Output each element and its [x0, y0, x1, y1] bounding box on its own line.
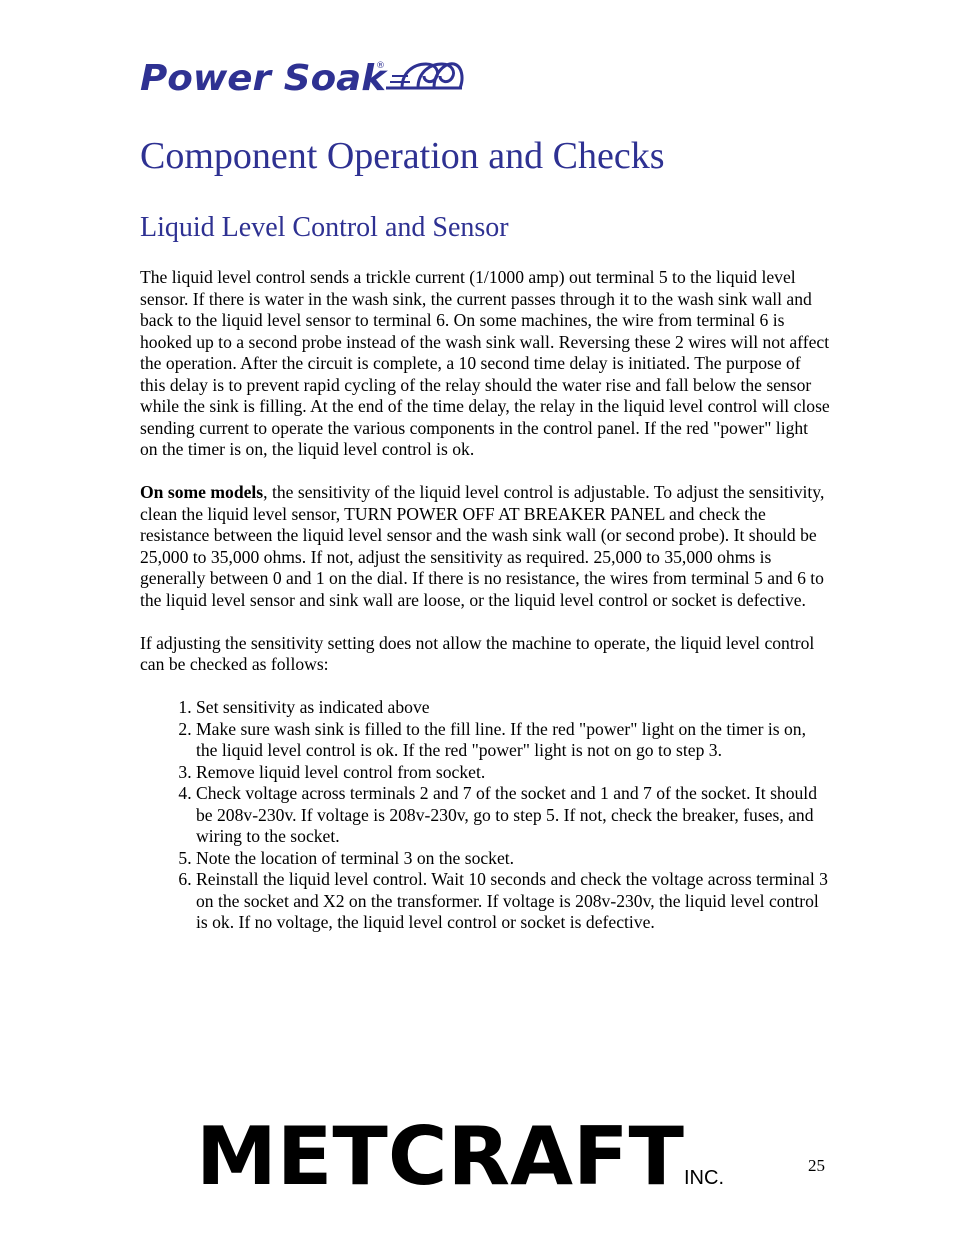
list-item: 6. Reinstall the liquid level control. Wait 10 seconds and check the voltage across terminal 3 on the socket and X2 on the transformer. If voltage is 208v-230v, the liquid level control is ok. If no voltage, the liquid level control or socket is defective.: [196, 869, 830, 934]
body-text: [140, 267, 830, 934]
models-lead: On some models: [140, 482, 264, 502]
page-number: 25: [808, 1156, 825, 1175]
power-soak-logo: [140, 54, 464, 96]
metcraft-wordmark: METCRAFT: [196, 1118, 685, 1190]
paragraph-sensitivity: [140, 482, 830, 611]
list-item: 4. Check voltage across terminals 2 and 7 of the socket and 1 and 7 of the socket. It should be 208v-230v. If voltage is 208v-230v, go to step 5. If not, check the breaker, fuses, and wiring to the socket.: [196, 783, 830, 848]
paragraph-checks-intro: If adjusting the sensitivity setting does not allow the machine to operate, the liquid level control can be checked as follows:: [140, 632, 815, 674]
sensitivity-text: , the sensitivity of the liquid level control is adjustable. To adjust the sensitivity, clean the liquid level sensor, TURN POWER OFF AT BREAKER PANEL and check the resistance between the liquid level sensor and the wash sink wall (or second probe). It should be 25,000 to 35,000 ohms. If not, adjust the sensitivity as required. 25,000 to 35,000 ohms is generally between 0 and 1 on the dial. If there is no resistance, the wires from terminal 5 and 6 to the liquid level sensor and sink wall are loose, or the liquid level control or socket is defective.: [140, 482, 825, 610]
check-steps-list: [140, 697, 830, 934]
list-item: 1. Set sensitivity as indicated above: [196, 697, 830, 719]
list-item: 2. Make sure wash sink is filled to the fill line. If the red "power" light on the timer is on, the liquid level control is ok. If the red "power" light is not on go to step 3.: [196, 719, 830, 762]
wave-icon: [386, 64, 462, 88]
list-item: 3. Remove liquid level control from socket.: [196, 762, 830, 784]
metcraft-logo: [196, 1118, 736, 1190]
registered-mark: ®: [376, 61, 385, 71]
paragraph-operation: The liquid level control sends a trickle current (1/1000 amp) out terminal 5 to the liquid level sensor. If there is water in the wash sink, the current passes through it to the wash sink wall and back to the liquid level sensor to terminal 6. On some machines, the wire from terminal 6 is hooked up to a second probe instead of the wash sink wall. Reversing these 2 wires will not affect the operation. After the circuit is complete, a 10 second time delay is initiated. The purpose of this delay is to prevent rapid cycling of the relay should the water rise and fall below the sensor while the sink is filling. At the end of the time delay, the relay in the liquid level control will close sending current to operate the various components in the control panel. If the red "power" light on the timer is on, the liquid level control is ok.: [140, 267, 830, 459]
page-title: Component Operation and Checks: [140, 135, 665, 177]
metcraft-inc: INC.: [684, 1167, 724, 1189]
list-item: 5. Note the location of terminal 3 on the socket.: [196, 848, 830, 870]
power-soak-wordmark: Power Soak: [140, 58, 389, 96]
section-title: Liquid Level Control and Sensor: [140, 212, 509, 243]
